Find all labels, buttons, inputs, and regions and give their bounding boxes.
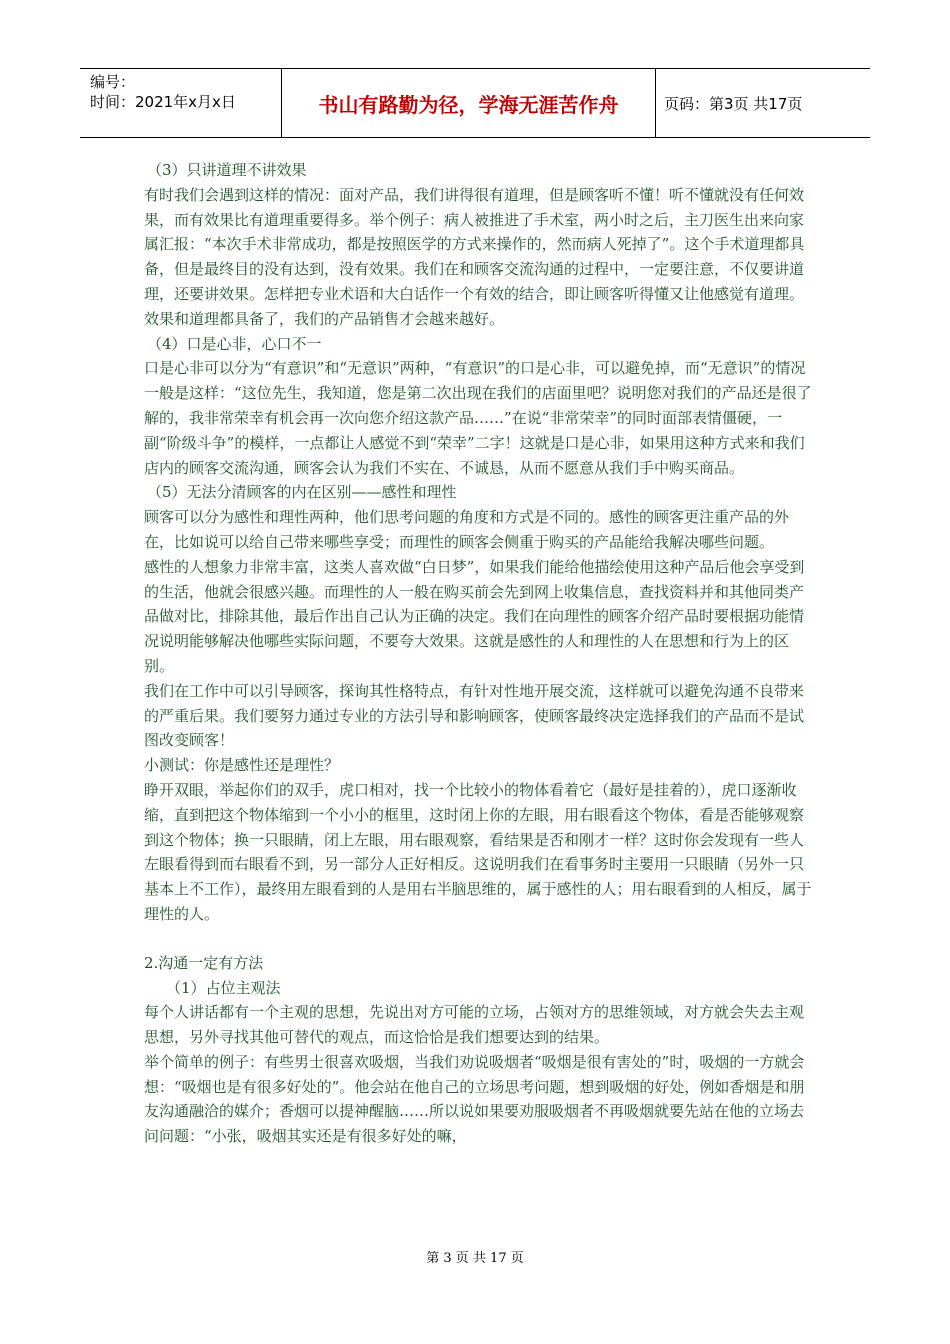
section-heading-4: （4）口是心非，心口不一 bbox=[147, 334, 322, 353]
paragraph: 睁开双眼，举起你们的双手，虎口相对，找一个比较小的物体看着它（最好是挂着的），虎口逐渐收缩，直到把这个物体缩到一个小小的框里，这时闭上你的左眼，用右眼看这个物体，看是否能够观察到这个物体；换一只眼睛，闭上左眼，用右眼观察，看结果是否和刚才一样？这时你会发现有一些人左眼看得到而右眼看不到，另一部分人正好相反。这说明我们在看事务时主要用一只眼睛（另外一只基本上不工作），最终用左眼看到的人是用右半脑思维的，属于感性的人；用右眼看到的人相反，属于理性的人。 bbox=[144, 780, 812, 923]
paragraph: 口是心非可以分为“有意识”和“无意识”两种，“有意识”的口是心非，可以避免掉，而“无意识”的情况一般是这样：“这位先生，我知道，您是第二次出现在我们的店面里吧？说明您对我们的产品还是很了解的，我非常荣幸有机会再一次向您介绍这款产品……”在说“非常荣幸”的同时面部表情僵硬，一副“阶级斗争”的模样，一点都让人感觉不到“荣幸”二字！这就是口是心非，如果用这种方式来和我们店内的顾客交流沟通，顾客会认为我们不实在、不诚恳，从而不愿意从我们手中购买商品。 bbox=[144, 359, 812, 477]
page-header bbox=[80, 68, 870, 138]
paragraph: 顾客可以分为感性和理性两种，他们思考问题的角度和方式是不同的。感性的顾客更注重产品的外在，比如说可以给自己带来哪些享受；而理性的顾客会侧重于购买的产品能给我解决哪些问题。 bbox=[144, 508, 790, 551]
paragraph: 有时我们会遇到这样的情况：面对产品，我们讲得很有道理，但是顾客听不懂！听不懂就没有任何效果，而有效果比有道理重要得多。举个例子：病人被推进了手术室，两小时之后，主刀医生出来向家属汇报：“本次手术非常成功，都是按照医学的方式来操作的，然而病人死掉了”。这个手术道理都具备，但是最终目的没有达到，没有效果。我们在和顾客交流沟通的过程中，一定要注意，不仅要讲道理，还要讲效果。怎样把专业术语和大白话作一个有效的结合，即让顾客听得懂又让他感觉有道理。效果和道理都具备了，我们的产品销售才会越来越好。 bbox=[144, 185, 805, 328]
document-body bbox=[144, 158, 812, 1149]
paragraph: 举个简单的例子：有些男士很喜欢吸烟，当我们劝说吸烟者“吸烟是很有害处的”时，吸烟的一方就会想：“吸烟也是有很多好处的”。他会站在他自己的立场思考问题，想到吸烟的好处，例如香烟是和朋友沟通融洽的媒介；香烟可以提神醒脑……所以说如果要劝服吸烟者不再吸烟就要先站在他的立场去问问题：“小张，吸烟其实还是有很多好处的嘛， bbox=[144, 1052, 805, 1146]
quiz-heading: 小测试：你是感性还是理性？ bbox=[144, 756, 340, 775]
paragraph: 每个人讲话都有一个主观的思想，先说出对方可能的立场，占领对方的思维领域，对方就会失去主观思想，另外寻找其他可替代的观点，而这恰恰是我们想要达到的结果。 bbox=[144, 1003, 805, 1047]
paragraph: 我们在工作中可以引导顾客，探询其性格特点，有针对性地开展交流，这样就可以避免沟通不良带来的严重后果。我们要努力通过专业的方法引导和影响顾客，使顾客最终决定选择我们的产品而不是试图改变顾客！ bbox=[144, 681, 805, 750]
number-label: 编号： bbox=[90, 73, 136, 91]
header-page-label: 页码：第3页 共17页 bbox=[664, 94, 803, 113]
header-meta bbox=[80, 69, 282, 137]
section-heading-5: （5）无法分清顾客的内在区别——感性和理性 bbox=[147, 483, 457, 502]
paragraph: 感性的人想象力非常丰富，这类人喜欢做“白日梦”，如果我们能给他描绘使用这种产品后他会享受到的生活，他就会很感兴趣。而理性的人一般在购买前会先到网上收集信息，查找资料并和其他同类产品做对比，排除其他，最后作出自己认为正确的决定。我们在向理性的顾客介绍产品时要根据功能情况说明能够解决他哪些实际问题，不要夸大效果。这就是感性的人和理性的人在思想和行为上的区别。 bbox=[144, 557, 805, 675]
section-heading-3: （3）只讲道理不讲效果 bbox=[147, 161, 307, 179]
header-motto: 书山有路勤为径，学海无涯苦作舟 bbox=[282, 69, 656, 137]
spacer bbox=[144, 927, 812, 951]
time-label: 时间：2021年x月x日 bbox=[90, 93, 236, 111]
page-footer: 第 3 页 共 17 页 bbox=[426, 1251, 524, 1266]
section-heading-2: 2.沟通一定有方法 bbox=[144, 953, 264, 972]
subsection-heading-1: （1）占位主观法 bbox=[166, 978, 281, 997]
